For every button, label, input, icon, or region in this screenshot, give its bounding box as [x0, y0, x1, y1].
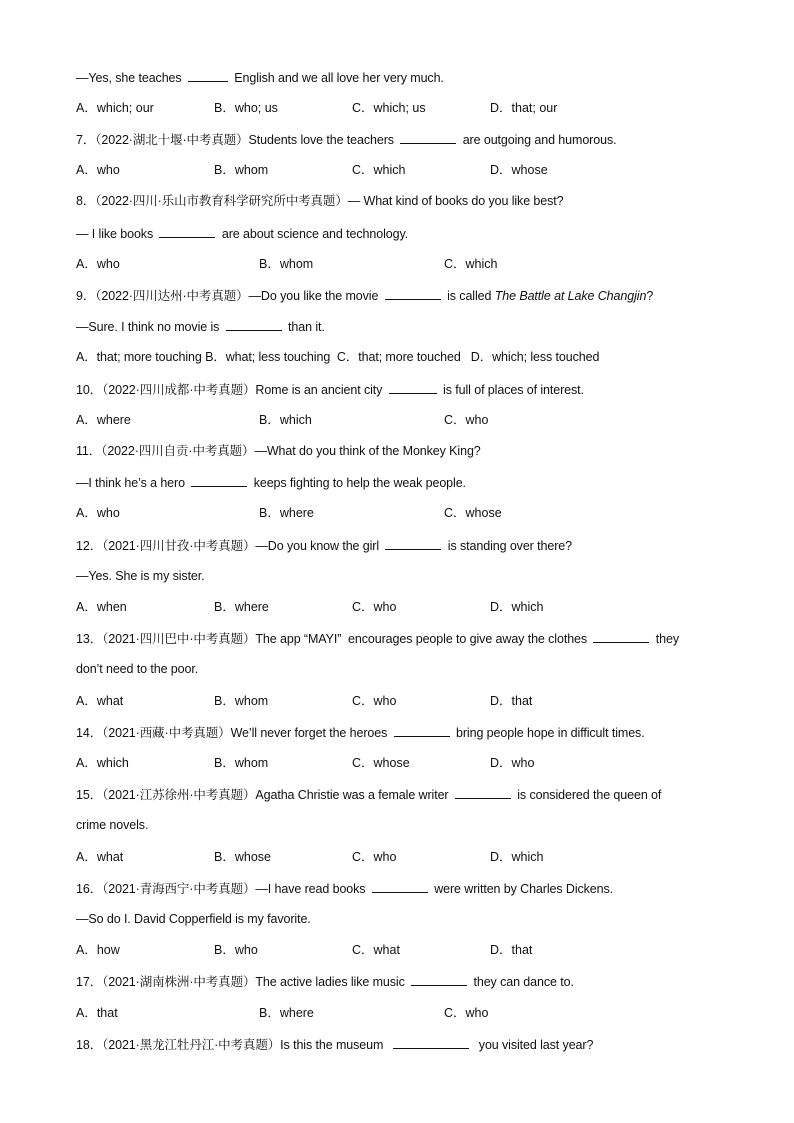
answer-blank[interactable]: [411, 973, 467, 986]
answer-option: D．that: [490, 943, 533, 957]
question-line: [76, 568, 205, 584]
movie-title: The Battle at Lake Changjin: [494, 289, 647, 303]
answer-option: C．what: [352, 943, 400, 957]
answer-blank[interactable]: [188, 69, 228, 82]
question-text: they can dance to.: [470, 975, 574, 989]
answer-option: A．what: [76, 850, 124, 864]
answer-option: B．whom: [214, 694, 269, 708]
question-text: — I like books: [76, 227, 157, 241]
answer-option: A．which: [76, 756, 129, 770]
question-text: 10．（2022·四川成都·中考真题）Rome is an ancient city: [76, 383, 386, 397]
question-text: keeps fighting to help the weak people.: [250, 476, 466, 490]
question-text: 9．（2022·四川达州·中考真题）—Do you like the movie: [76, 289, 382, 303]
answer-option: C．which: [352, 163, 406, 177]
answer-option: C．whose: [352, 756, 410, 770]
question-line: [76, 880, 613, 897]
answer-blank[interactable]: [372, 880, 428, 893]
answer-options-line: A．that; more touching B．what; less touching C．that; more touched D．which; less touched: [76, 350, 600, 364]
question-text: than it.: [284, 320, 325, 334]
question-text: 15．（2021·江苏徐州·中考真题）Agatha Christie was a female writer: [76, 788, 452, 802]
answer-option: A．who: [76, 506, 120, 520]
question-text: 17．（2021·湖南株洲·中考真题）The active ladies like music: [76, 975, 409, 989]
answer-option: D．that: [490, 694, 533, 708]
answer-blank[interactable]: [385, 537, 441, 550]
question-text: don’t need to the poor.: [76, 662, 199, 676]
answer-option: C．who: [444, 413, 489, 427]
question-text: you visited last year?: [472, 1038, 594, 1052]
answer-option: A．where: [76, 413, 131, 427]
question-text: —I think he’s a hero: [76, 476, 189, 490]
question-text: English and we all love her very much.: [230, 71, 444, 85]
question-text: —Yes. She is my sister.: [76, 569, 205, 583]
answer-option: B．whose: [214, 850, 271, 864]
question-text: —Yes, she teaches: [76, 71, 185, 85]
answer-option: C．which; us: [352, 101, 426, 115]
answer-blank[interactable]: [394, 724, 450, 737]
question-line: [76, 817, 148, 833]
question-line: [76, 287, 653, 304]
question-text: 13．（2021·四川巴中·中考真题）The app “MAYI” encourages people to give away the clothes: [76, 632, 591, 646]
answer-option: A．how: [76, 943, 120, 957]
question-text: 16．（2021·青海西宁·中考真题）—I have read books: [76, 882, 369, 896]
question-text: are outgoing and humorous.: [459, 133, 617, 147]
question-text: bring people hope in difficult times.: [452, 726, 645, 740]
answer-blank[interactable]: [159, 225, 215, 238]
answer-option: A．who: [76, 163, 120, 177]
question-text: is considered the queen of: [513, 788, 662, 802]
question-text: crime novels.: [76, 818, 149, 832]
answer-option: C．who: [352, 850, 397, 864]
question-line: [76, 131, 616, 148]
question-text: 8．（2022·四川·乐山市教育科学研究所中考真题）— What kind of books do you like best?: [76, 194, 564, 208]
answer-option: C．which: [444, 257, 498, 271]
answer-option: C．who: [444, 1006, 489, 1020]
answer-option: A．who: [76, 257, 120, 271]
answer-option: B．where: [259, 506, 314, 520]
answer-blank[interactable]: [385, 287, 441, 300]
question-text: is called: [443, 289, 495, 303]
answer-blank[interactable]: [226, 318, 282, 331]
question-text: were written by Charles Dickens.: [430, 882, 614, 896]
answer-option: B．who: [214, 943, 258, 957]
question-line: [76, 443, 481, 459]
question-text: 11．（2022·四川自贡·中考真题）—What do you think of the Monkey King?: [76, 444, 481, 458]
answer-blank[interactable]: [393, 1036, 469, 1049]
answer-option: B．whom: [214, 756, 269, 770]
question-text: they: [652, 632, 680, 646]
answer-option: B．whom: [259, 257, 314, 271]
question-line: [76, 724, 645, 741]
answer-option: B．where: [214, 600, 269, 614]
answer-option: D．that; our: [490, 101, 558, 115]
question-text: is full of places of interest.: [439, 383, 584, 397]
answer-option: A．when: [76, 600, 127, 614]
question-line: [76, 537, 572, 554]
answer-blank[interactable]: [455, 786, 511, 799]
question-line: [76, 786, 661, 803]
question-line: [76, 381, 584, 398]
question-line: [76, 69, 444, 86]
question-text: are about science and technology.: [218, 227, 409, 241]
answer-option: D．which: [490, 600, 544, 614]
question-line: [76, 1036, 593, 1053]
question-line: [76, 474, 466, 491]
answer-option: B．whom: [214, 163, 269, 177]
question-line: [76, 193, 564, 209]
answer-option: C．whose: [444, 506, 502, 520]
answer-option: D．whose: [490, 163, 548, 177]
question-line: [76, 318, 325, 335]
answer-option: D．which: [490, 850, 544, 864]
answer-blank[interactable]: [389, 381, 437, 394]
answer-blank[interactable]: [191, 474, 247, 487]
answer-blank[interactable]: [593, 630, 649, 643]
question-line: [76, 911, 311, 927]
question-text: —Sure. I think no movie is: [76, 320, 223, 334]
question-text: is standing over there?: [444, 539, 572, 553]
question-text: ?: [646, 289, 654, 303]
answer-option: C．who: [352, 600, 397, 614]
answer-option: C．who: [352, 694, 397, 708]
answer-option: A．which; our: [76, 101, 154, 115]
question-line: [76, 973, 574, 990]
question-text: 7．（2022·湖北十堰·中考真题）Students love the teachers: [76, 133, 398, 147]
question-line: [76, 661, 198, 677]
answer-option: B．who; us: [214, 101, 278, 115]
answer-option: D．who: [490, 756, 535, 770]
question-text: 18．（2021·黑龙江牡丹江·中考真题）Is this the museum: [76, 1038, 391, 1052]
question-line: [76, 630, 679, 647]
question-text: 12．（2021·四川甘孜·中考真题）—Do you know the girl: [76, 539, 383, 553]
answer-option: B．which: [259, 413, 312, 427]
question-text: 14．（2021·西藏·中考真题）We’ll never forget the heroes: [76, 726, 391, 740]
answer-option: A．what: [76, 694, 124, 708]
question-text: —So do I. David Copperfield is my favorite.: [76, 912, 311, 926]
answer-option: A．that: [76, 1006, 118, 1020]
question-line: [76, 225, 408, 242]
answer-option: B．where: [259, 1006, 314, 1020]
answer-blank[interactable]: [400, 131, 456, 144]
